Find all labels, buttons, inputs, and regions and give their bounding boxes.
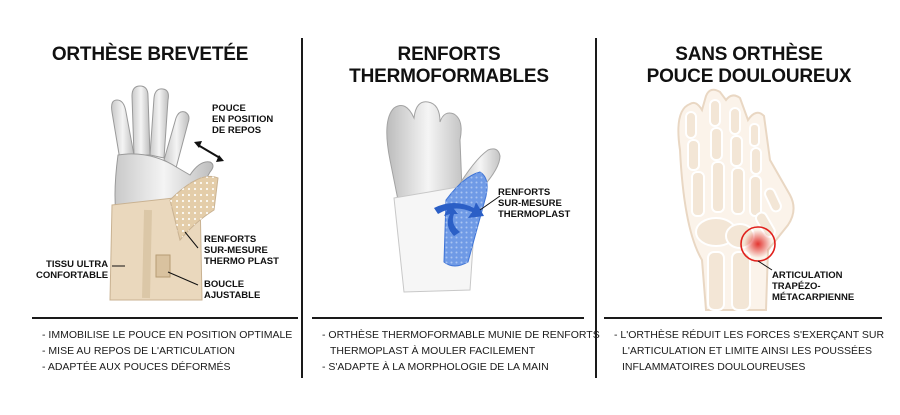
label-trapezo-metacarpal-joint: ARTICULATION TRAPÉZO- MÉTACARPIENNE	[772, 270, 855, 303]
hand-skeleton-illustration	[598, 0, 900, 310]
hand-with-thermoplast-illustration	[304, 0, 594, 310]
panel-title: SANS ORTHÈSE POUCE DOULOUREUX	[646, 44, 852, 87]
bullet-item: - L'ORTHÈSE RÉDUIT LES FORCES S'EXERÇANT SUR	[614, 329, 885, 341]
separator-line	[32, 317, 298, 319]
bullet-list	[42, 327, 292, 375]
bullet-item: - ORTHÈSE THERMOFORMABLE MUNIE DE RENFORTS	[322, 329, 600, 341]
panel-patented-brace	[0, 0, 300, 415]
bullet-item: THERMOPLAST À MOULER FACILEMENT	[330, 345, 536, 357]
bullet-item: - IMMOBILISE LE POUCE EN POSITION OPTIMALE	[42, 329, 293, 341]
bullet-list	[614, 327, 884, 375]
label-reinforcements: RENFORTS SUR-MESURE THERMO PLAST	[204, 234, 279, 267]
bullet-item: L'ARTICULATION ET LIMITE AINSI LES POUSSÉES	[622, 345, 872, 357]
separator-line	[604, 317, 882, 319]
divider-left	[301, 38, 303, 378]
label-reinforcements: RENFORTS SUR-MESURE THERMOPLAST	[498, 187, 571, 220]
label-buckle: BOUCLE AJUSTABLE	[204, 279, 261, 301]
bullet-item: - S'ADAPTE À LA MORPHOLOGIE DE LA MAIN	[322, 361, 549, 373]
panel-title: ORTHÈSE BREVETÉE	[51, 44, 249, 65]
bullet-item: INFLAMMATOIRES DOULOUREUSES	[622, 361, 806, 373]
panel-title: RENFORTS THERMOFORMABLES	[349, 44, 549, 87]
bullet-item: - MISE AU REPOS DE L'ARTICULATION	[42, 345, 235, 357]
separator-line	[312, 317, 584, 319]
panel-thermoformable	[304, 0, 600, 415]
label-thumb-rest: POUCE EN POSITION DE REPOS	[212, 103, 274, 136]
panel-without-brace	[598, 0, 900, 415]
bullet-item: - ADAPTÉE AUX POUCES DÉFORMÉS	[42, 361, 231, 373]
label-fabric: TISSU ULTRA CONFORTABLE	[36, 259, 109, 281]
bullet-list	[322, 327, 600, 375]
